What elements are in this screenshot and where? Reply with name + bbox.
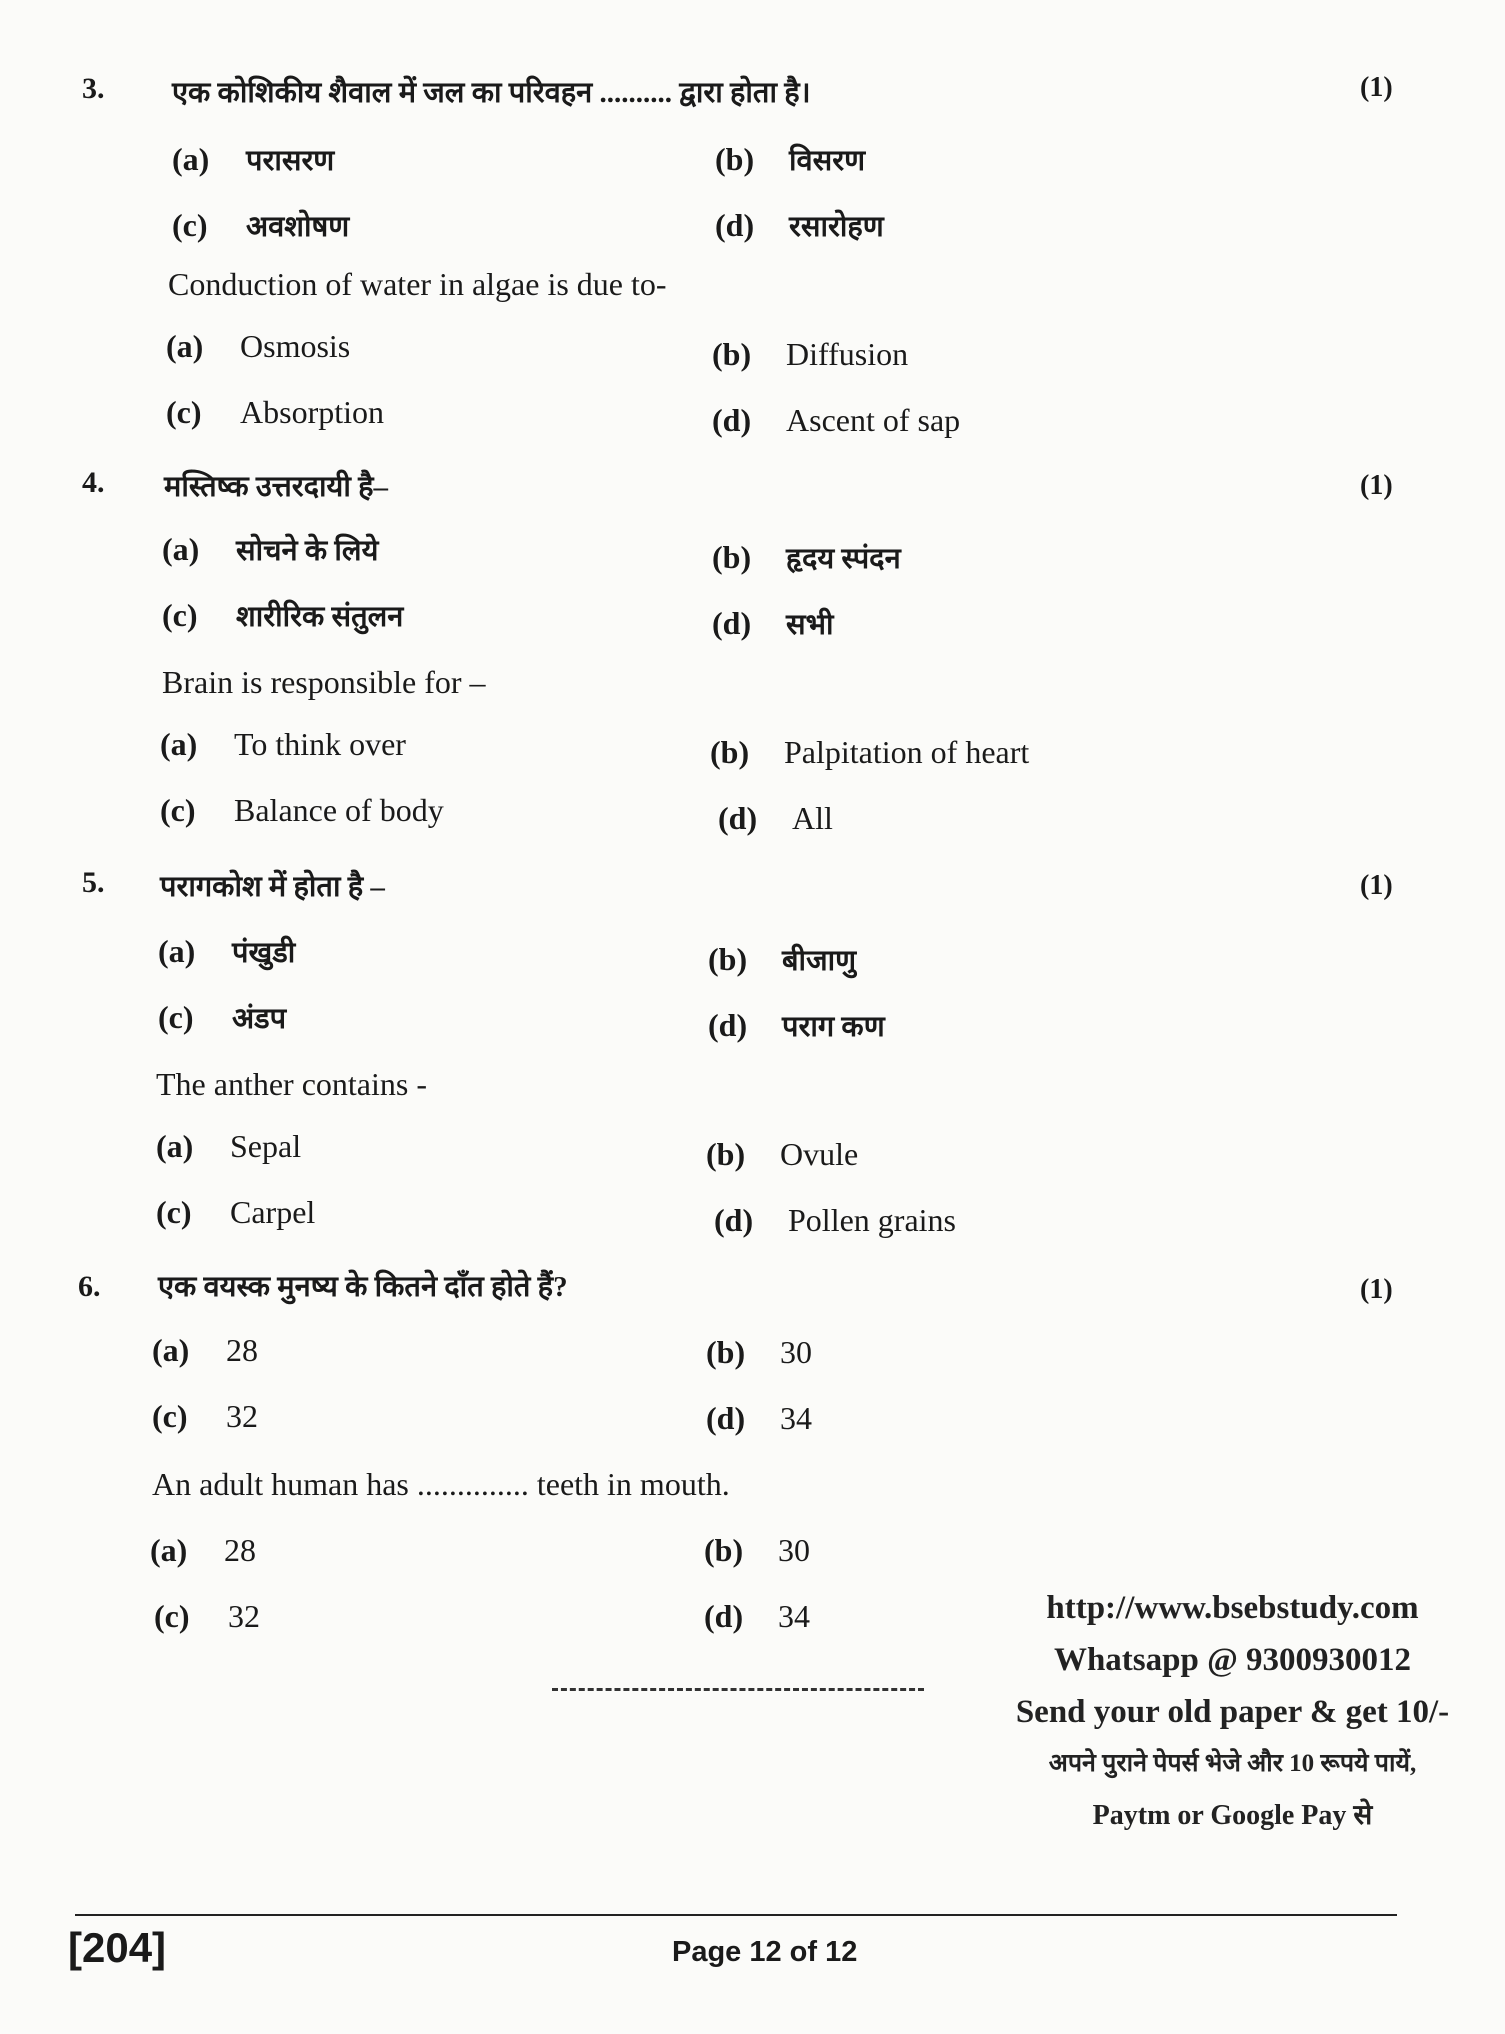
option-text: शारीरिक संतुलन [236, 601, 404, 633]
option-label: (d) [718, 800, 758, 836]
option-label: (c) [158, 999, 194, 1035]
question-number: 4. [82, 466, 105, 499]
option-c [162, 596, 403, 635]
option-text: Absorption [240, 394, 384, 430]
option-text: Palpitation of heart [784, 734, 1030, 770]
promo-payment: Paytm or Google Pay से [1092, 1800, 1373, 1831]
option-text: सभी [786, 609, 834, 641]
option-label: (c) [156, 1194, 192, 1230]
option-text: 28 [224, 1532, 256, 1568]
option-b [712, 538, 901, 577]
option-c [156, 1194, 315, 1231]
option-text: विसरण [789, 145, 866, 177]
option-d [712, 402, 960, 439]
paper-code: [204] [68, 1924, 167, 1971]
option-a [158, 932, 295, 971]
option-text: Osmosis [240, 328, 351, 364]
option-label: (a) [166, 328, 204, 364]
option-text: Ascent of sap [786, 402, 961, 438]
option-label: (c) [154, 1598, 190, 1634]
option-label: (a) [152, 1332, 190, 1368]
option-text: बीजाणु [782, 945, 857, 977]
option-text: All [792, 800, 833, 836]
option-text: पंखुडी [232, 937, 296, 969]
option-label: (b) [706, 1334, 746, 1370]
option-d [704, 1598, 810, 1635]
option-a [156, 1128, 301, 1165]
question-marks: (1) [1360, 870, 1393, 901]
question-number: 3. [82, 72, 105, 105]
option-a [166, 328, 350, 365]
option-d [714, 1202, 956, 1239]
question-number: 6. [78, 1270, 101, 1303]
question-text-hindi: एक वयस्क मुनष्य के कितने दाँत होते हैं? [158, 1271, 568, 1303]
option-label: (b) [715, 141, 755, 177]
option-a [162, 530, 378, 569]
question-text-english: An adult human has .............. teeth in mouth. [152, 1466, 730, 1502]
question-text-hindi: मस्तिष्क उत्तरदायी है– [164, 471, 389, 503]
option-a [172, 140, 334, 179]
question-marks: (1) [1360, 470, 1393, 501]
option-b [715, 140, 865, 179]
option-text: 28 [226, 1332, 258, 1368]
option-label: (b) [708, 941, 748, 977]
option-d [712, 604, 834, 643]
question-text-english: Conduction of water in algae is due to- [168, 266, 667, 302]
option-text: 30 [780, 1334, 812, 1370]
option-label: (d) [714, 1202, 754, 1238]
option-text: अवशोषण [246, 211, 350, 243]
option-text: To think over [234, 726, 406, 762]
option-label: (d) [712, 402, 752, 438]
option-text: सोचने के लिये [236, 535, 379, 567]
option-text: अंडप [232, 1003, 287, 1035]
option-b [710, 734, 1029, 771]
option-label: (d) [712, 605, 752, 641]
question-number: 5. [82, 866, 105, 899]
question-text-hindi: एक कोशिकीय शैवाल में जल का परिवहन .......... द्वारा होता है। [172, 77, 811, 109]
option-c [158, 998, 286, 1037]
option-a [150, 1532, 256, 1569]
option-text: Diffusion [786, 336, 909, 372]
option-label: (b) [712, 539, 752, 575]
promo-offer-english: Send your old paper & get 10/- [1015, 1694, 1450, 1730]
option-label: (c) [166, 394, 202, 430]
option-text: 32 [228, 1598, 260, 1634]
option-label: (a) [150, 1532, 188, 1568]
question-text-hindi: परागकोश में होता है – [160, 871, 385, 903]
option-text: 34 [780, 1400, 812, 1436]
option-text: पराग कण [782, 1011, 885, 1043]
option-label: (b) [712, 336, 752, 372]
option-label: (a) [160, 726, 198, 762]
option-label: (d) [715, 207, 755, 243]
end-of-paper-divider [552, 1688, 924, 1691]
option-text: 32 [226, 1398, 258, 1434]
option-text: 34 [778, 1598, 810, 1634]
option-text: Carpel [230, 1194, 316, 1230]
option-a [152, 1332, 258, 1369]
option-d [718, 800, 833, 837]
option-b [708, 940, 856, 979]
option-b [712, 336, 908, 373]
option-text: 30 [778, 1532, 810, 1568]
option-label: (c) [162, 597, 198, 633]
option-label: (c) [160, 792, 196, 828]
option-label: (a) [172, 141, 210, 177]
option-text: Balance of body [234, 792, 444, 828]
option-text: रसारोहण [789, 211, 884, 243]
option-c [154, 1598, 260, 1635]
option-text: हृदय स्पंदन [786, 543, 901, 575]
footer-divider [75, 1914, 1397, 1916]
option-label: (c) [152, 1398, 188, 1434]
option-label: (d) [706, 1400, 746, 1436]
option-c [160, 792, 444, 829]
option-label: (d) [704, 1598, 744, 1634]
option-text: Pollen grains [788, 1202, 956, 1238]
promo-offer-hindi: अपने पुराने पेपर्स भेजे और 10 रूपये पायें, [1048, 1750, 1417, 1777]
option-c [152, 1398, 258, 1435]
option-label: (b) [710, 734, 750, 770]
option-label: (c) [172, 207, 208, 243]
option-label: (a) [156, 1128, 194, 1164]
promo-whatsapp: Whatsapp @ 9300930012 [1053, 1642, 1412, 1678]
question-text-english: Brain is responsible for – [162, 664, 486, 700]
option-c [166, 394, 384, 431]
option-label: (a) [158, 933, 196, 969]
option-text: Sepal [230, 1128, 302, 1164]
option-d [706, 1400, 812, 1437]
option-label: (a) [162, 531, 200, 567]
option-d [708, 1006, 885, 1045]
option-text: Ovule [780, 1136, 859, 1172]
page-number: Page 12 of 12 [672, 1936, 858, 1968]
option-b [706, 1136, 858, 1173]
option-text: परासरण [246, 145, 335, 177]
option-d [715, 206, 884, 245]
question-marks: (1) [1360, 72, 1393, 103]
option-c [172, 206, 349, 245]
option-label: (d) [708, 1007, 748, 1043]
option-label: (b) [704, 1532, 744, 1568]
option-b [704, 1532, 810, 1569]
promo-website: http://www.bsebstudy.com [1046, 1590, 1419, 1626]
question-text-english: The anther contains - [156, 1066, 427, 1102]
option-label: (b) [706, 1136, 746, 1172]
promo-block [960, 1582, 1505, 1842]
option-b [706, 1334, 812, 1371]
option-a [160, 726, 406, 763]
question-marks: (1) [1360, 1274, 1393, 1305]
